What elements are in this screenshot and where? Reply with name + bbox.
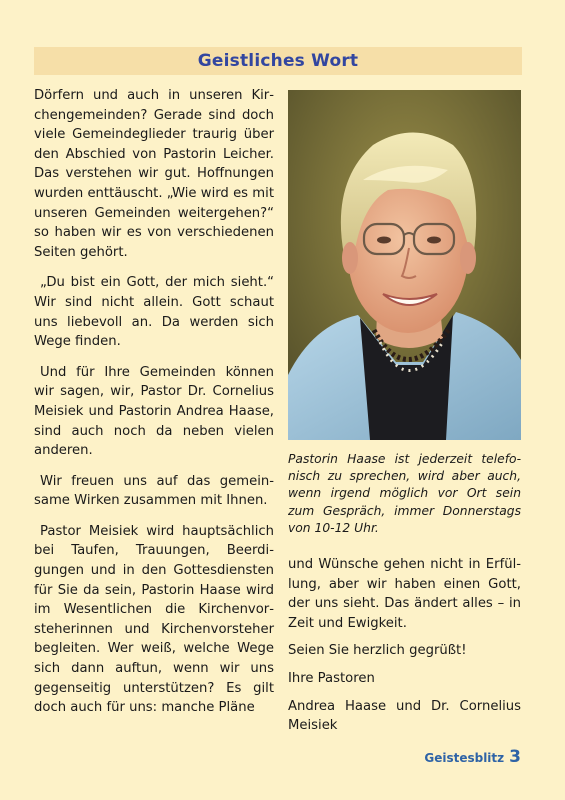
page-title: Geistliches Wort <box>197 51 359 71</box>
paragraph: Pastor Meisiek wird hauptsächlich bei Taufen, Trauungen, Beerdigungen und in den Gottesdiensten für Sie da sein, Pastorin Haase wird im Wesentlichen die Kirchenvorsteherinnen und Kirchenvorsteher begleiten. Wer weiß, welche Wege sich dann auftun, wenn wir uns gegenseitig unterstützen? Es gilt doch auch für uns: manche Pläne <box>34 523 274 716</box>
magazine-name: Geistesblitz <box>424 751 505 765</box>
page-number: 3 <box>509 747 521 767</box>
left-text-column <box>34 86 274 729</box>
paragraph: Dörfern und auch in unseren Kirchengemeinden? Gerade sind doch viele Gemeindeglieder traurig über den Abschied von Pastorin Leicher. Das verstehen wir gut. Hoffnungen wurden enttäuscht. „Wie wird es mit unseren Gemeinden weitergehen?“ so haben wir es von verschiedenen Seiten gehört. <box>34 88 274 260</box>
photo-caption: Pastorin Haase ist jederzeit telefonisch zu sprechen, wird aber auch, wenn irgend möglich vor Ort sein zum Gespräch, immer Donnerstags von 10-12 Uhr. <box>288 452 521 535</box>
greeting: Seien Sie herzlich gegrüßt! <box>288 643 467 659</box>
signature-names: Andrea Haase und Dr. Cornelius Meisiek <box>288 698 521 734</box>
paragraph: „Du bist ein Gott, der mich sieht.“ Wir sind nicht allein. Gott schaut uns liebevoll an. Da werden sich Wege finden. <box>34 275 274 350</box>
paragraph: Und für Ihre Gemeinden können wir sagen, wir, Pastor Dr. Cornelius Meisiek und Pastorin Andrea Haase, sind auch noch da neben vielen anderen. <box>34 364 274 459</box>
right-text-column <box>288 555 521 736</box>
portrait-photo <box>288 90 521 440</box>
section-header <box>34 47 522 75</box>
paragraph: Wir freuen uns auf das gemeinsame Wirken zusammen mit Ihnen. <box>34 473 274 509</box>
page-footer <box>424 747 521 767</box>
paragraph: und Wünsche gehen nicht in Erfüllung, aber wir haben einen Gott, der uns sieht. Das ändert alles – in Zeit und Ewigkeit. <box>288 557 521 631</box>
portrait-illustration <box>288 90 521 440</box>
signoff: Ihre Pastoren <box>288 670 375 686</box>
